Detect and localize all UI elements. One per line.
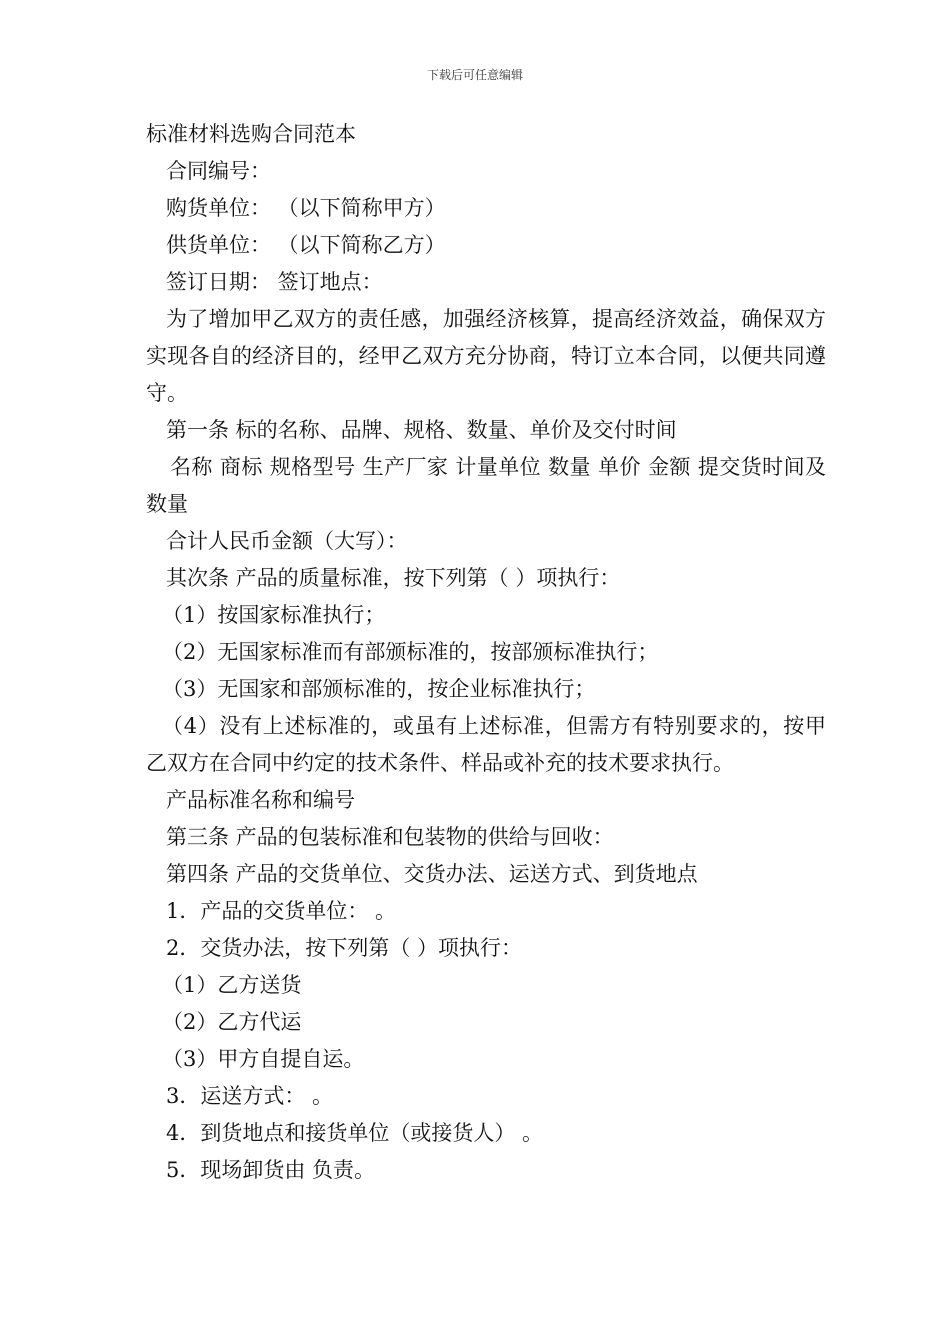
article-1-heading: 第一条 标的名称、品牌、规格、数量、单价及交付时间 — [166, 418, 677, 442]
quality-item-1: （1）按国家标准执行； — [162, 603, 386, 627]
sign-info-line: 签订日期： 签订地点： — [166, 270, 383, 294]
quality-item-3: （3）无国家和部颁标准的，按企业标准执行； — [162, 677, 596, 701]
contract-number-line: 合同编号： — [166, 159, 271, 183]
page-header: 下载后可任意编辑 — [426, 68, 523, 82]
supplier-line: 供货单位： （以下简称乙方） — [166, 233, 446, 257]
quality-item-4: （4）没有上述标准的，或虽有上述标准，但需方有特别要求的，按甲乙双方在合同中约定的技术条件、样品或补充的技术要求执行。 — [146, 714, 826, 775]
delivery-option-1: （1）乙方送货 — [162, 973, 302, 997]
delivery-item-5: 5．现场卸货由 负责。 — [166, 1158, 376, 1182]
table-header-line: 名称 商标 规格型号 生产厂家 计量单位 数量 单价 金额 提交货时间及数量 — [146, 455, 826, 516]
delivery-item-3: 3．运送方式： 。 — [166, 1084, 334, 1108]
delivery-option-2: （2）乙方代运 — [162, 1010, 302, 1034]
document-body — [146, 116, 826, 1189]
document-title: 标准材料选购合同范本 — [146, 122, 356, 146]
delivery-item-1: 1．产品的交货单位： 。 — [166, 899, 397, 923]
quality-item-2: （2）无国家标准而有部颁标准的，按部颁标准执行； — [162, 640, 659, 664]
article-4-heading: 第四条 产品的交货单位、交货办法、运送方式、到货地点 — [166, 862, 698, 886]
intro-paragraph: 为了增加甲乙双方的责任感，加强经济核算，提高经济效益，确保双方实现各自的经济目的，经甲乙双方充分协商，特订立本合同，以便共同遵守。 — [146, 307, 826, 405]
standard-name-line: 产品标准名称和编号 — [166, 788, 355, 812]
buyer-line: 购货单位： （以下简称甲方） — [166, 196, 446, 220]
delivery-item-4: 4．到货地点和接货单位（或接货人） 。 — [166, 1121, 544, 1145]
delivery-item-2: 2．交货办法，按下列第（ ）项执行： — [166, 936, 523, 960]
total-amount-line: 合计人民币金额（大写）： — [166, 529, 408, 553]
article-2-heading: 其次条 产品的质量标准，按下列第（ ）项执行： — [166, 566, 621, 590]
article-3-heading: 第三条 产品的包装标准和包装物的供给与回收： — [166, 825, 614, 849]
delivery-option-3: （3）甲方自提自运。 — [162, 1047, 365, 1071]
